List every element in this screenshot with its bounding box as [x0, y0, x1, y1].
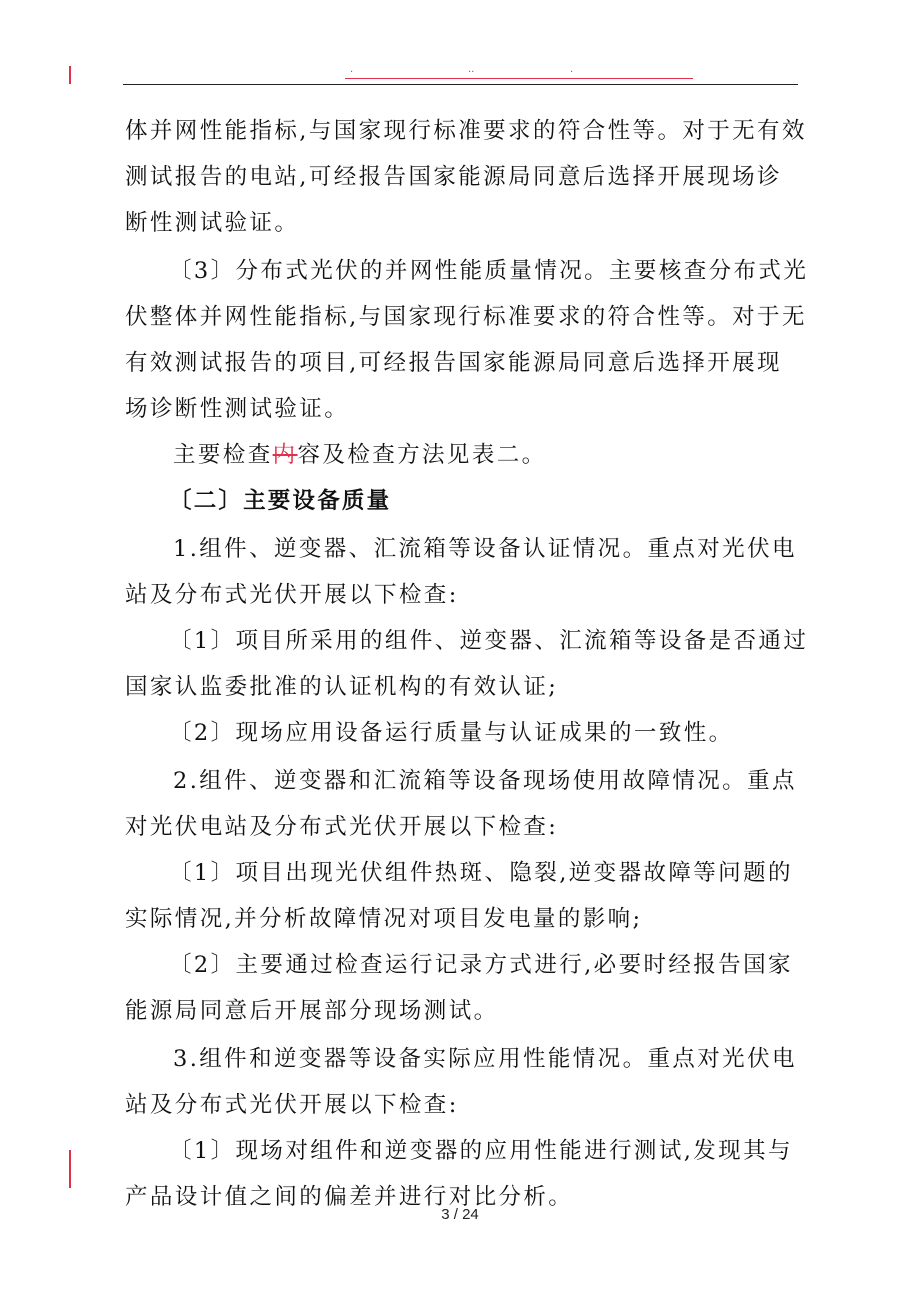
- paragraph-line: 体并网性能指标,与国家现行标准要求的符合性等。对于无有效: [125, 118, 807, 144]
- paragraph-line: 〔1〕现场对组件和逆变器的应用性能进行测试,发现其与: [169, 1138, 793, 1164]
- paragraph-line: 断性测试验证。: [125, 210, 300, 236]
- margin-mark-top: [69, 66, 71, 84]
- paragraph-line: 3.组件和逆变器等设备实际应用性能情况。重点对光伏电: [173, 1046, 797, 1072]
- paragraph-line: 能源局同意后开展部分现场测试。: [125, 998, 499, 1024]
- paragraph-line: 实际情况,并分析故障情况对项目发电量的影响;: [125, 906, 643, 932]
- header-red-rule: [345, 78, 693, 79]
- paragraph-line: 场诊断性测试验证。: [125, 396, 350, 422]
- paragraph-line: 2.组件、逆变器和汇流箱等设备现场使用故障情况。重点: [173, 768, 797, 794]
- paragraph-line: 国家认监委批准的认证机构的有效认证;: [125, 674, 559, 700]
- paragraph-line: 站及分布式光伏开展以下检查:: [125, 582, 459, 608]
- header-dot: ..: [468, 64, 475, 75]
- paragraph-line-with-revision: [173, 438, 797, 472]
- paragraph-line: 有效测试报告的项目,可经报告国家能源局同意后选择开展现: [125, 350, 782, 376]
- section-heading: 〔二〕主要设备质量: [169, 488, 392, 514]
- header-dot: .: [570, 64, 574, 75]
- paragraph-line: 〔2〕主要通过检查运行记录方式进行,必要时经报告国家: [169, 952, 793, 978]
- paragraph-line: 〔1〕项目出现光伏组件热斑、隐裂,逆变器故障等问题的: [169, 860, 793, 886]
- text-segment: 主要检查: [173, 442, 273, 468]
- paragraph-line: 产品设计值之间的偏差并进行对比分析。: [125, 1184, 574, 1210]
- paragraph-line: 对光伏电站及分布式光伏开展以下检查:: [125, 814, 559, 840]
- header-rule: [123, 84, 798, 85]
- header-dot: .: [350, 64, 354, 75]
- paragraph-line: 〔2〕现场应用设备运行质量与认证成果的一致性。: [169, 720, 734, 746]
- header-dots: [340, 64, 700, 78]
- paragraph-line: 测试报告的电站,可经报告国家能源局同意后选择开展现场诊: [125, 164, 782, 190]
- paragraph-line: 〔3〕分布式光伏的并网性能质量情况。主要核查分布式光: [169, 258, 809, 284]
- deleted-text: 内: [272, 442, 298, 468]
- text-segment: 容及检查方法见表二。: [297, 442, 547, 468]
- paragraph-line: 1.组件、逆变器、汇流箱等设备认证情况。重点对光伏电: [173, 536, 797, 562]
- paragraph-line: 伏整体并网性能指标,与国家现行标准要求的符合性等。对于无: [125, 304, 807, 330]
- page-number: 3 / 24: [441, 1206, 479, 1223]
- margin-mark-bottom: [69, 1150, 71, 1188]
- paragraph-line: 〔1〕项目所采用的组件、逆变器、汇流箱等设备是否通过: [169, 628, 809, 654]
- paragraph-line: 站及分布式光伏开展以下检查:: [125, 1092, 459, 1118]
